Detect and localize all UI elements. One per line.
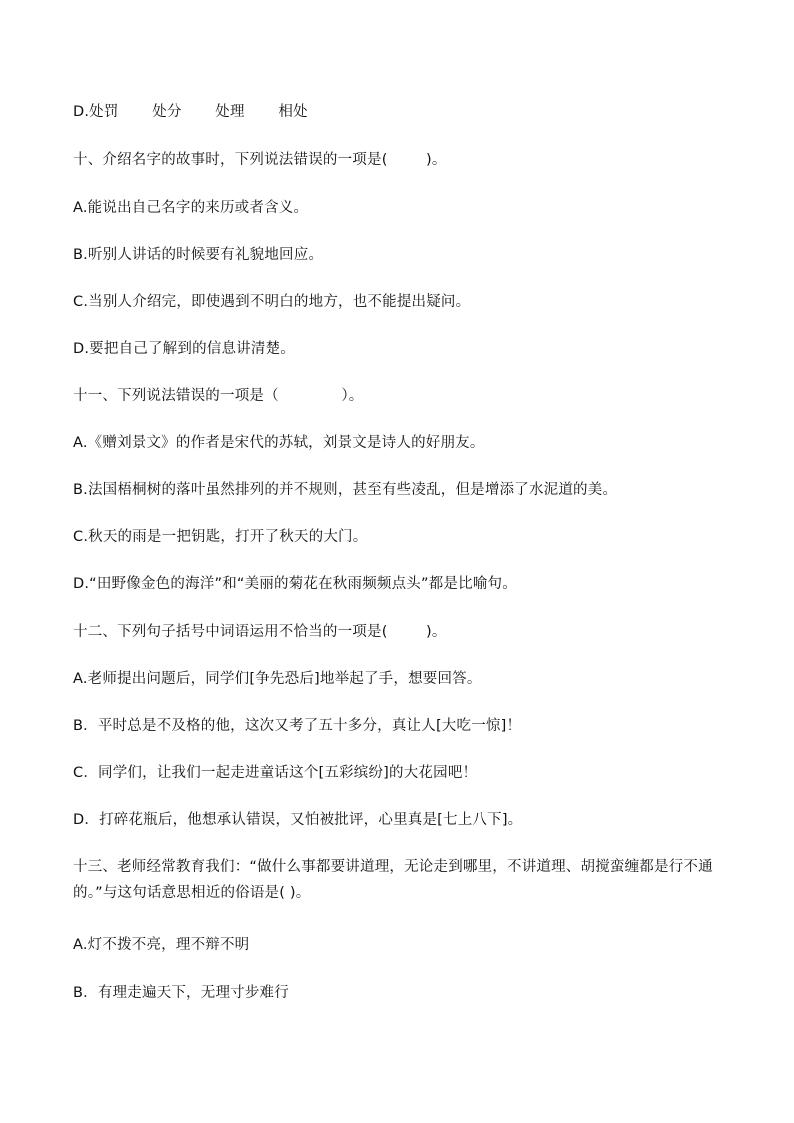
option-b-q10: B.听别人讲话的时候要有礼貌地回应。 xyxy=(73,247,324,263)
question-13: 十三、老师经常教育我们：“做什么事都要讲道理，无论走到哪里，不讲道理、胡搅蛮缠都是行不通的。”与这句话意思相近的俗语是( )。 xyxy=(73,859,713,901)
option-c-q10: C.当别人介绍完，即使遇到不明白的地方，也不能提出疑问。 xyxy=(73,294,471,310)
option-d-q12: D．打碎花瓶后，他想承认错误，又怕被批评，心里真是[七上八下]。 xyxy=(73,812,523,828)
option-d-q9: D.处罚 处分 处理 相处 xyxy=(73,104,308,120)
option-b-q11: B.法国梧桐树的落叶虽然排列的并不规则，甚至有些凌乱，但是增添了水泥道的美。 xyxy=(73,482,618,498)
option-c-q12: C．同学们，让我们一起走进童话这个[五彩缤纷]的大花园吧！ xyxy=(73,765,478,781)
option-a-q11: A.《赠刘景文》的作者是宋代的苏轼，刘景文是诗人的好朋友。 xyxy=(73,435,485,451)
option-b-q12: B．平时总是不及格的他，这次又考了五十多分，真让人[大吃一惊]！ xyxy=(73,718,522,734)
option-c-q11: C.秋天的雨是一把钥匙，打开了秋天的大门。 xyxy=(73,529,368,545)
option-a-q13: A.灯不拨不亮，理不辩不明 xyxy=(73,937,250,953)
option-b-q13: B．有理走遍天下，无理寸步难行 xyxy=(73,985,289,1001)
option-d-q10: D.要把自己了解到的信息讲清楚。 xyxy=(73,341,295,357)
question-11: 十一、下列说法错误的一项是（ ）。 xyxy=(73,388,364,404)
option-a-q12: A.老师提出问题后，同学们[争先恐后]地举起了手，想要回答。 xyxy=(73,671,482,687)
question-10: 十、介绍名字的故事时，下列说法错误的一项是( )。 xyxy=(73,152,447,168)
option-d-q11: D.“田野像金色的海洋”和“美丽的菊花在秋雨频频点头”都是比喻句。 xyxy=(73,576,517,592)
question-12: 十二、下列句子括号中词语运用不恰当的一项是( )。 xyxy=(73,624,447,640)
option-a-q10: A.能说出自己名字的来历或者含义。 xyxy=(73,200,309,216)
